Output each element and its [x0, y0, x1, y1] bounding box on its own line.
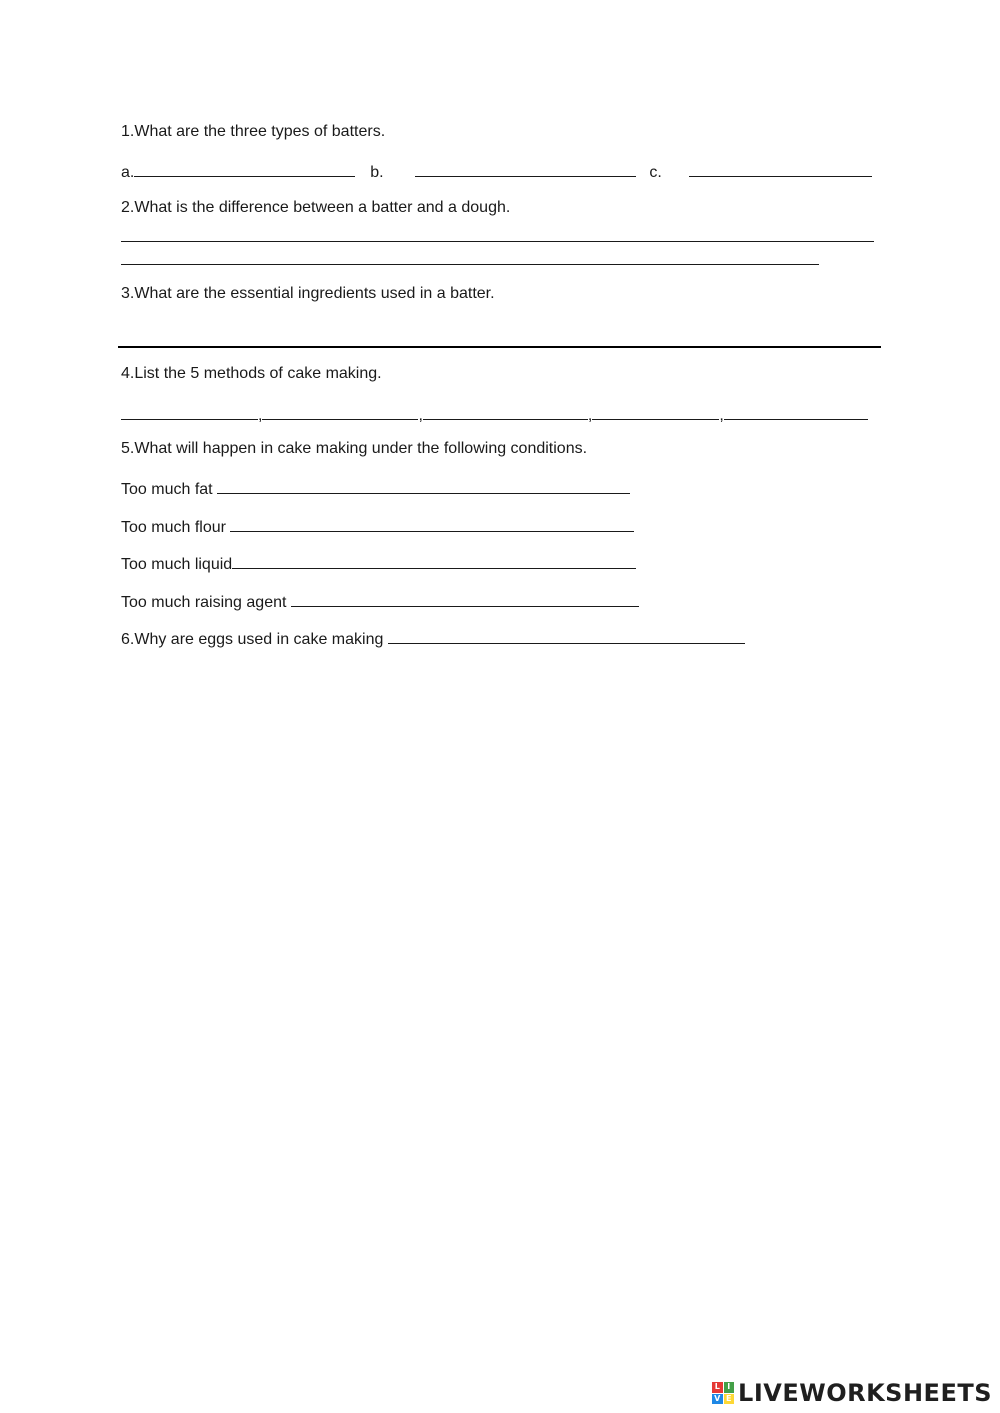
question-2-text: 2.What is the difference between a batter and a dough. — [121, 199, 511, 216]
answer-a-blank[interactable] — [134, 160, 355, 177]
condition-answer-blank[interactable] — [230, 515, 634, 532]
answer-c-label: c. — [649, 164, 662, 181]
condition-answer-blank[interactable] — [291, 590, 639, 607]
liveworksheets-logo-text: LIVEWORKSHEETS — [738, 1379, 992, 1407]
question-4 — [121, 364, 382, 384]
separator: , — [258, 407, 263, 424]
answer-c-blank[interactable] — [689, 160, 872, 177]
logo-mark-letter: I — [724, 1382, 735, 1393]
condition-label: Too much liquid — [121, 556, 233, 573]
liveworksheets-logo — [712, 1379, 992, 1407]
question-6-text: 6.Why are eggs used in cake making — [121, 631, 388, 648]
question-4-answers — [121, 403, 868, 426]
separator: , — [418, 407, 423, 424]
answer-b-label: b. — [370, 164, 384, 181]
condition-answer-blank[interactable] — [217, 477, 630, 494]
question-5 — [121, 439, 587, 459]
condition-row — [121, 477, 630, 500]
logo-mark-letter: L — [712, 1382, 723, 1393]
method-3-blank[interactable] — [423, 403, 588, 420]
condition-row — [121, 590, 639, 613]
condition-label: Too much fat — [121, 481, 218, 498]
separator: , — [719, 407, 724, 424]
question-3-answer-line[interactable] — [118, 346, 881, 348]
condition-row — [121, 515, 634, 538]
question-3-text: 3.What are the essential ingredients used in a batter. — [121, 285, 495, 302]
answer-b-blank[interactable] — [415, 160, 636, 177]
question-3 — [121, 284, 495, 304]
method-1-blank[interactable] — [121, 403, 258, 420]
question-6 — [121, 627, 745, 650]
logo-mark-letter: E — [724, 1394, 735, 1405]
question-1 — [121, 122, 385, 142]
condition-label: Too much flour — [121, 519, 231, 536]
question-1-answers — [121, 160, 872, 183]
question-6-answer-blank[interactable] — [388, 627, 745, 644]
answer-a-label: a. — [121, 164, 135, 181]
condition-row — [121, 552, 636, 575]
question-2 — [121, 198, 510, 218]
condition-answer-blank[interactable] — [232, 552, 636, 569]
separator: , — [587, 407, 593, 424]
question-2-answer-line-2[interactable] — [121, 264, 819, 265]
method-4-blank[interactable] — [592, 403, 719, 420]
method-2-blank[interactable] — [262, 403, 418, 420]
method-5-blank[interactable] — [724, 403, 868, 420]
question-2-answer-line-1[interactable] — [121, 241, 874, 242]
liveworksheets-logo-mark — [712, 1382, 734, 1404]
condition-label: Too much raising agent — [121, 594, 291, 611]
question-1-text: 1.What are the three types of batters. — [121, 123, 386, 140]
logo-mark-letter: V — [712, 1394, 723, 1405]
question-5-text: 5.What will happen in cake making under the following conditions. — [121, 440, 588, 457]
question-4-text: 4.List the 5 methods of cake making. — [121, 365, 382, 382]
